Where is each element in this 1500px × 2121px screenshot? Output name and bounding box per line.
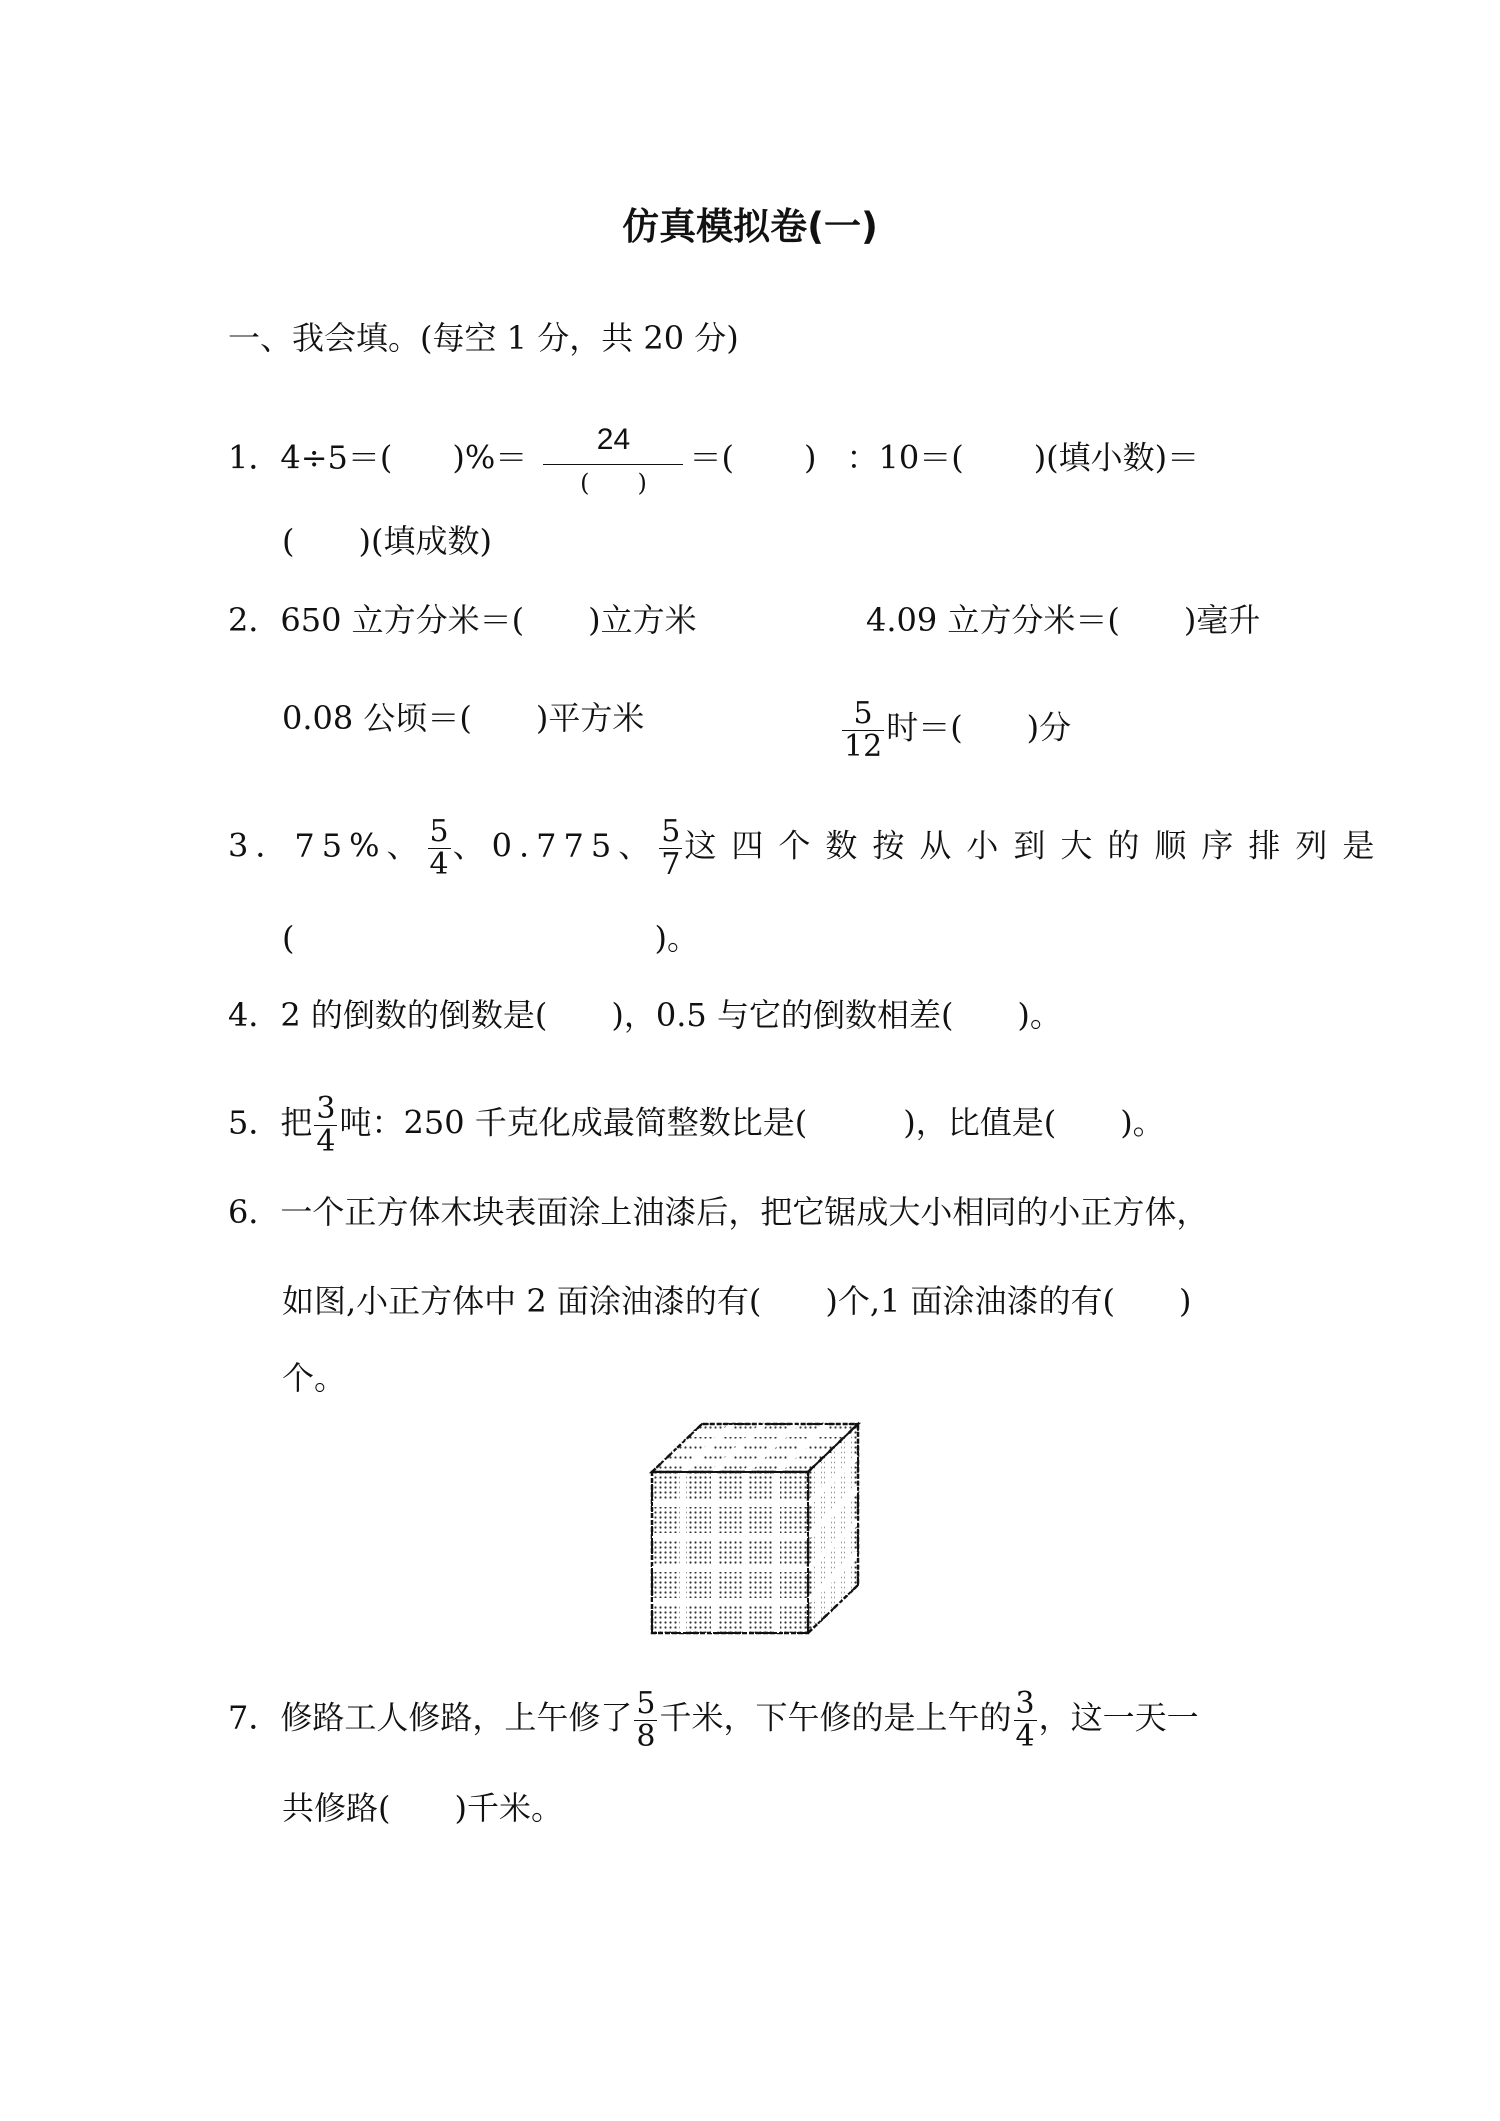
painted-cube-figure: [648, 1420, 868, 1640]
question-6-line-3: 个。: [282, 1359, 347, 1397]
fraction-numerator: 24: [596, 423, 631, 456]
page-title: 仿真模拟卷(一): [622, 205, 878, 248]
question-number: 6．: [228, 1193, 281, 1231]
cube-front-face: [652, 1472, 808, 1633]
question-1-line-1: [228, 422, 1199, 498]
section-heading: 一、我会填。(每空 1 分，共 20 分): [228, 319, 739, 357]
q1-part-d: ): [803, 438, 817, 477]
fraction-numerator: 5: [853, 696, 873, 731]
q3-part-c: 这四个数按从小到大的顺序排列是: [684, 826, 1390, 865]
q1-part-c: ＝(: [689, 438, 734, 477]
q3-part-a: 75%、: [294, 826, 426, 865]
fraction-denominator: 4: [316, 1123, 336, 1159]
question-5: [228, 1093, 1165, 1157]
q5-part-a: 把: [280, 1103, 313, 1142]
q7-fraction-2: [1014, 1688, 1037, 1752]
q5-fraction: [314, 1093, 337, 1157]
fraction-denominator: 8: [636, 1718, 656, 1754]
question-6-line-1: [228, 1192, 1208, 1232]
fraction-numerator: 3: [1015, 1686, 1035, 1721]
q1-part-f: )(填小数)＝: [1033, 438, 1200, 477]
question-4: [228, 995, 1062, 1035]
q3-part-b: 、0.775、: [452, 826, 658, 865]
q3-open-paren: (: [282, 919, 295, 957]
q6-line-1-text: 一个正方体木块表面涂上油漆后，把它锯成大小相同的小正方体，: [280, 1193, 1209, 1231]
q1-part-b: )%＝: [452, 438, 528, 477]
question-2-line-1: [228, 600, 697, 640]
question-2-part-b: 4.09 立方分米＝( )毫升: [866, 601, 1261, 639]
fraction-denominator: 7: [661, 846, 681, 882]
fraction-denominator: 4: [429, 846, 449, 882]
q2-part-a: 650 立方分米＝( )立方米: [280, 601, 697, 639]
q2-fraction: [842, 698, 884, 762]
question-number: 4．: [228, 996, 281, 1034]
question-number: 7．: [228, 1698, 281, 1737]
question-7-line-2: 共修路( )千米。: [282, 1789, 563, 1827]
q2-part-d-text: 时＝( )分: [886, 708, 1072, 747]
fraction-numerator: 5: [429, 814, 449, 849]
question-7-line-1: [228, 1688, 1199, 1752]
fraction-denominator: 12: [844, 728, 883, 764]
q4-text: 2 的倒数的倒数是( )，0.5 与它的倒数相差( )。: [280, 996, 1062, 1034]
question-6-line-2: 如图,小正方体中 2 面涂油漆的有( )个,1 面涂油漆的有( ): [282, 1282, 1192, 1320]
q1-fraction: [543, 422, 683, 498]
question-number: 2．: [228, 601, 281, 639]
question-2-part-c: 0.08 公顷＝( )平方米: [282, 699, 645, 737]
question-3-line-1: [228, 816, 1389, 880]
q3-fraction-2: [659, 816, 682, 880]
q1-part-e: ：10＝(: [846, 438, 964, 477]
q7-part-a: 修路工人修路，上午修了: [280, 1698, 633, 1737]
q3-close-paren: )。: [654, 919, 699, 957]
question-3-line-2: [282, 918, 699, 958]
q3-fraction-1: [428, 816, 451, 880]
fraction-denominator: ( ): [543, 464, 683, 498]
question-number: 3．: [228, 826, 295, 865]
fraction-numerator: 3: [316, 1091, 336, 1126]
question-1-line-2: ( )(填成数): [282, 522, 492, 560]
question-2-part-d: [840, 698, 1071, 762]
q1-part-a: 4÷5＝(: [280, 438, 393, 477]
q7-fraction-1: [634, 1688, 657, 1752]
fraction-numerator: 5: [661, 814, 681, 849]
q7-part-c: ，这一天一: [1038, 1698, 1199, 1737]
fraction-numerator: 5: [636, 1686, 656, 1721]
question-number: 1．: [228, 438, 281, 477]
q7-part-b: 千米，下午修的是上午的: [659, 1698, 1012, 1737]
q5-part-b: 吨：250 千克化成最简整数比是( )，比值是( )。: [339, 1103, 1165, 1142]
fraction-denominator: 4: [1015, 1718, 1035, 1754]
question-number: 5．: [228, 1103, 281, 1142]
